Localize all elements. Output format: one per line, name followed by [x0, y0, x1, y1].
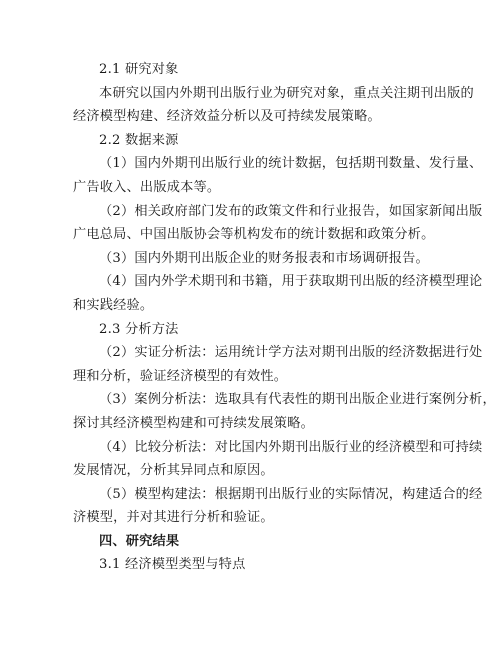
document-body [73, 58, 496, 577]
list-item-line: （4）比较分析法：对比国内外期刊出版行业的经济模型和可持续 [99, 439, 483, 455]
list-item-line: 探讨其经济模型构建和可持续发展策略。 [73, 415, 314, 431]
list-item-line: 广电总局、中国出版协会等机构发布的统计数据和政策分析。 [73, 227, 435, 243]
list-item-line: （3）案例分析法：选取具有代表性的期刊出版企业进行案例分析， [99, 392, 496, 408]
section-heading-2-1: 2.1 研究对象 [99, 62, 179, 77]
chapter-heading-results: 四、研究结果 [99, 533, 180, 549]
paragraph-line: 本研究以国内外期刊出版行业为研究对象，重点关注期刊出版的 [99, 85, 474, 101]
list-item-line: （1）国内外期刊出版行业的统计数据，包括期刊数量、发行量、 [99, 156, 483, 172]
section-heading-3-1: 3.1 经济模型类型与特点 [99, 557, 246, 573]
list-item-line: （2）相关政府部门发布的政策文件和行业报告，如国家新闻出版 [99, 203, 483, 219]
list-item-line: 发展情况，分析其异同点和原因。 [73, 463, 274, 479]
list-item-line: （2）实证分析法：运用统计学方法对期刊出版的经济数据进行处 [99, 345, 483, 361]
section-heading-2-3: 2.3 分析方法 [99, 321, 179, 337]
list-item-line: （5）模型构建法：根据期刊出版行业的实际情况，构建适合的经 [99, 486, 483, 502]
section-heading-2-2: 2.2 数据来源 [99, 132, 179, 148]
list-item-line: 广告收入、出版成本等。 [73, 179, 221, 195]
list-item-line: 和实践经验。 [73, 297, 154, 313]
list-item-line: （3）国内外期刊出版企业的财务报表和市场调研报告。 [99, 250, 429, 266]
list-item-line: 理和分析，验证经济模型的有效性。 [73, 368, 288, 384]
paragraph-line: 经济模型构建、经济效益分析以及可持续发展策略。 [73, 109, 381, 125]
list-item-line: 济模型，并对其进行分析和验证。 [73, 510, 274, 526]
list-item-line: （4）国内外学术期刊和书籍，用于获取期刊出版的经济模型理论 [99, 274, 483, 290]
